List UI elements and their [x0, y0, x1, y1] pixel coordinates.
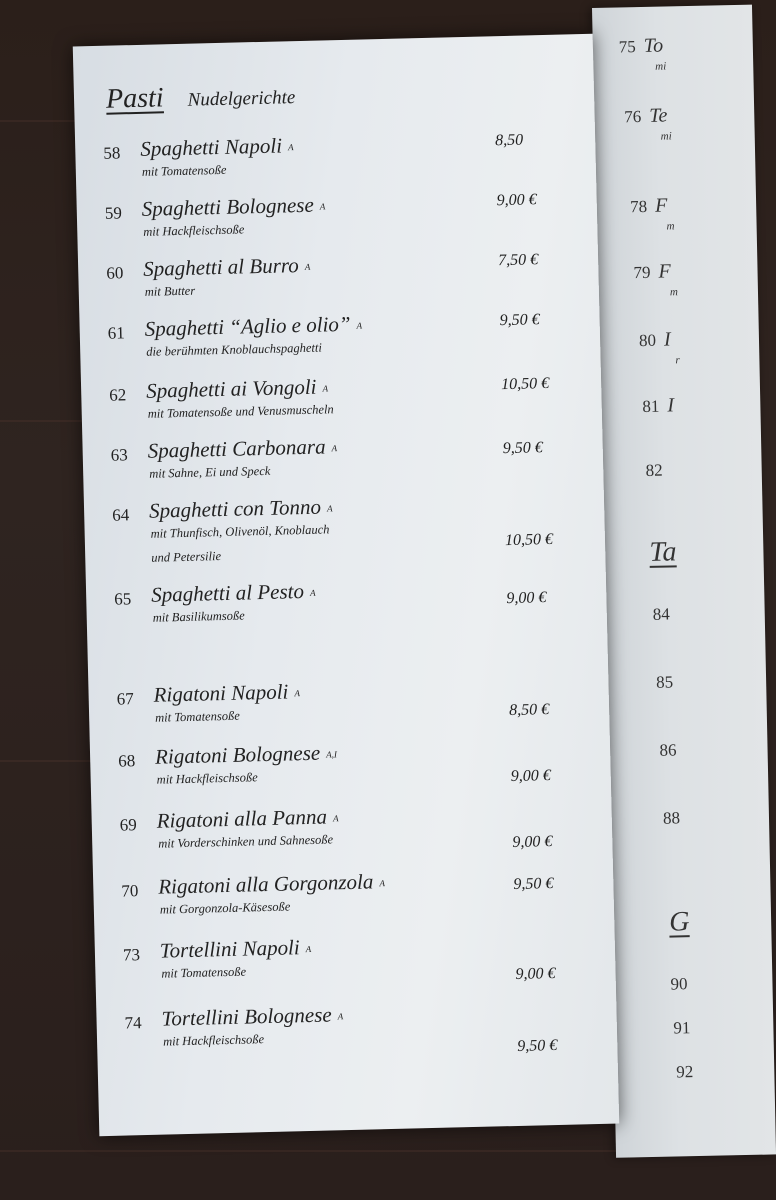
item-price: 9,50 € [517, 1036, 558, 1055]
item-price: 10,50 € [500, 374, 550, 394]
menu-item-58 [103, 127, 563, 179]
item-description: mit Tomatensoße [141, 162, 227, 179]
item-description: mit Tomatensoße und Venusmuscheln [147, 402, 334, 421]
item-number: 74 [124, 1013, 142, 1033]
menu-item-63 [110, 428, 570, 481]
item-number: 59 [104, 203, 123, 223]
side-item-85: 85 [655, 672, 674, 692]
item-name: Rigatoni Bolognese A,I [154, 740, 338, 769]
item-name: Rigatoni Napoli A [153, 679, 301, 707]
item-price: 9,00 € [510, 767, 551, 786]
item-number: 65 [114, 589, 132, 609]
menu-item-73 [122, 928, 583, 983]
menu-item-69 [119, 798, 579, 852]
item-price: 9,00 € [512, 833, 553, 852]
side-item-91: 91 [673, 1018, 691, 1038]
item-number: 67 [116, 689, 134, 709]
item-name: Spaghetti con Tonno A [148, 494, 333, 523]
side-item-90: 90 [670, 974, 688, 994]
item-number: 64 [111, 505, 130, 525]
side-item-79: 79 F m [633, 260, 679, 299]
menu-item-61 [107, 307, 567, 359]
item-number: 58 [103, 143, 121, 163]
item-price: 7,50 € [497, 251, 539, 270]
side-item-92: 92 [676, 1062, 694, 1082]
item-price: 8,50 [494, 131, 524, 150]
side-item-80: 80 I r [638, 328, 680, 367]
section-subtitle: Nudelgerichte [187, 87, 296, 111]
item-description: mit Basilikumsoße [152, 608, 245, 625]
item-number: 69 [119, 815, 138, 835]
item-number: 70 [121, 881, 139, 901]
menu-item-64 [111, 488, 572, 565]
side-item-81: 81 I [642, 394, 675, 417]
item-name: Spaghetti al Burro A [142, 253, 311, 281]
item-description: mit Butter [144, 283, 196, 299]
menu-item-62 [109, 368, 569, 421]
item-price: 10,50 € [504, 530, 554, 550]
side-heading-ta: Ta [649, 536, 677, 568]
section-title: Pasti [105, 82, 164, 115]
item-description: mit Tomatensoße [155, 708, 240, 725]
menu-item-70 [121, 864, 581, 917]
item-name: Spaghetti ai Vongoli A [145, 374, 329, 403]
item-name: Rigatoni alla Panna A [156, 804, 339, 833]
item-description: mit Hackfleischsoße [143, 222, 245, 239]
menu-item-74 [124, 996, 584, 1055]
item-number: 63 [110, 445, 128, 465]
item-name: Spaghetti Carbonara A [147, 434, 338, 463]
item-description: mit Tomatensoße [161, 964, 247, 981]
side-item-88: 88 [662, 808, 681, 828]
item-name: Rigatoni alla Gorgonzola A [158, 869, 385, 899]
item-price: 8,50 € [508, 701, 550, 720]
side-item-76: 76 Te mi [624, 104, 672, 143]
item-price: 9,00 € [506, 589, 547, 608]
item-number: 60 [106, 263, 124, 283]
side-item-86: 86 [659, 740, 677, 760]
item-name: Spaghetti Bolognese A [141, 192, 326, 221]
item-name: Tortellini Napoli A [159, 935, 312, 963]
next-menu-page [592, 5, 776, 1158]
item-price: 9,50 € [502, 439, 543, 458]
item-description: mit Thunfisch, Olivenöl, Knoblauch [150, 522, 330, 541]
item-name: Spaghetti al Pesto A [150, 579, 316, 607]
item-number: 62 [109, 385, 127, 405]
item-description: mit Gorgonzola-Käsesoße [159, 899, 291, 917]
item-description: mit Hackfleischsoße [156, 770, 258, 787]
side-heading-g: G [668, 906, 690, 938]
menu-page [73, 34, 619, 1136]
item-number: 68 [118, 751, 136, 771]
item-number: 61 [107, 323, 126, 343]
menu-item-59 [104, 187, 564, 239]
side-item-75: 75 To mi [618, 34, 667, 73]
item-description: mit Sahne, Ei und Speck [149, 463, 271, 481]
side-item-78: 78 F m [629, 194, 675, 233]
item-description: mit Vorderschinken und Sahnesoße [158, 832, 334, 851]
item-number: 73 [122, 945, 141, 965]
item-price: 9,50 € [499, 311, 540, 330]
item-price: 9,50 € [513, 875, 554, 893]
menu-item-67 [116, 672, 576, 725]
item-name: Spaghetti Napoli A [139, 133, 294, 161]
item-description: die berühmten Knoblauchspaghetti [146, 340, 323, 359]
item-name: Spaghetti “Aglio e olio” A [144, 311, 363, 341]
item-price: 9,00 € [496, 191, 537, 210]
menu-item-65 [114, 572, 574, 625]
item-name: Tortellini Bolognese A [161, 1002, 344, 1031]
menu-item-68 [118, 734, 578, 787]
section-heading [106, 79, 296, 116]
side-item-82: 82 [645, 460, 663, 480]
side-item-84: 84 [652, 604, 670, 624]
menu-item-60 [106, 247, 566, 299]
item-price: 9,00 € [515, 964, 556, 983]
item-description-line2: und Petersilie [151, 549, 222, 565]
item-description: mit Hackfleischsoße [162, 1032, 265, 1049]
